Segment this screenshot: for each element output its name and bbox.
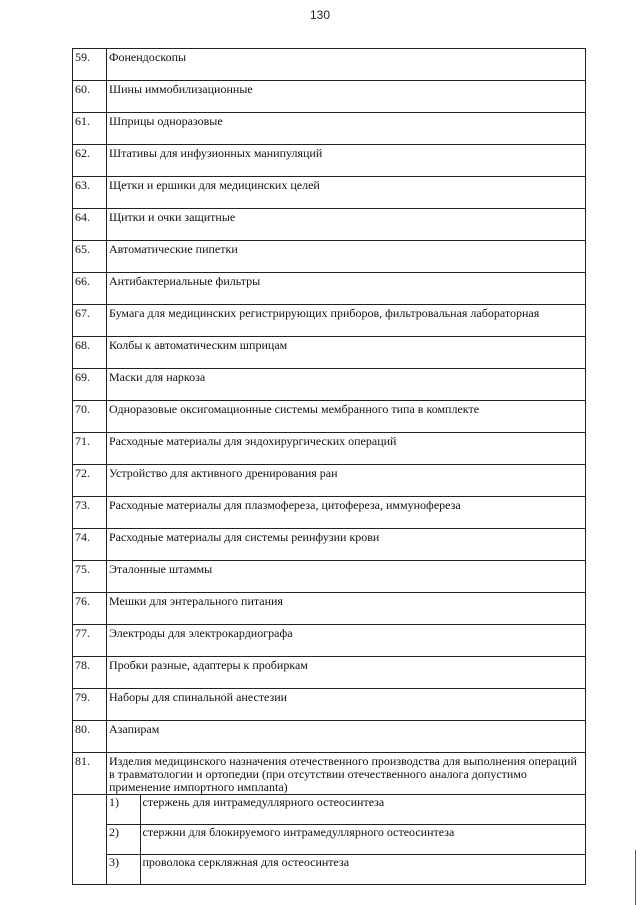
table-row: [73, 305, 586, 337]
row-number: 68.: [73, 337, 107, 369]
row-text: Расходные материалы для плазмофереза, цитофереза, иммунофереза: [107, 497, 586, 529]
row-text: Колбы к автоматическим шприцам: [107, 337, 586, 369]
row-text: Автоматические пипетки: [107, 241, 586, 273]
table-row: [73, 721, 586, 753]
table-row: [73, 49, 586, 81]
row-number: 81.: [73, 753, 107, 795]
table-row: [73, 401, 586, 433]
row-text: Устройство для активного дренирования ран: [107, 465, 586, 497]
row-text: Штативы для инфузионных манипуляций: [107, 145, 586, 177]
subitem-row: [107, 855, 585, 885]
row-number: 75.: [73, 561, 107, 593]
table-row: [73, 369, 586, 401]
row-number: 72.: [73, 465, 107, 497]
row-text: Шприцы одноразовые: [107, 113, 586, 145]
row-number: 67.: [73, 305, 107, 337]
row-text: Пробки разные, адаптеры к пробиркам: [107, 657, 586, 689]
table-row: [73, 593, 586, 625]
row-text: Шины иммобилизационные: [107, 81, 586, 113]
row-text: Фонендоскопы: [107, 49, 586, 81]
page-number: 130: [309, 8, 331, 22]
row-number: 71.: [73, 433, 107, 465]
table-row: [73, 337, 586, 369]
row-text: Изделия медицинского назначения отечественного производства для выполнения операций в травматологии и ортопедии (при отсутствии отечественного аналога допустимо применение импортного имплanta): [107, 753, 586, 795]
row-number: 59.: [73, 49, 107, 81]
table-row: [73, 497, 586, 529]
subitem-text: проволока серкляжная для остеосинтеза: [140, 855, 585, 885]
table-row: [73, 81, 586, 113]
table-row: [73, 273, 586, 305]
row-text: Бумага для медицинских регистрирующих приборов, фильтровальная лабораторная: [107, 305, 586, 337]
row-text: Щитки и очки защитные: [107, 209, 586, 241]
row-text: Расходные материалы для системы реинфузии крови: [107, 529, 586, 561]
row-number: 78.: [73, 657, 107, 689]
table-row: [73, 145, 586, 177]
table-row: [73, 657, 586, 689]
row-number: 77.: [73, 625, 107, 657]
subitem-number: 3): [107, 855, 140, 885]
table-body: [73, 49, 586, 885]
subitem-text: стержни для блокируемого интрамедуллярного остеосинтеза: [140, 825, 585, 855]
table-row: [73, 529, 586, 561]
subitem-number: 1): [107, 795, 140, 825]
row-number: 80.: [73, 721, 107, 753]
row-text: Электроды для электрокардиографа: [107, 625, 586, 657]
table-row: [73, 689, 586, 721]
row-number: 73.: [73, 497, 107, 529]
row-number: 74.: [73, 529, 107, 561]
row-text: Маски для наркоза: [107, 369, 586, 401]
row-text: Мешки для энтерального питания: [107, 593, 586, 625]
row-number: 61.: [73, 113, 107, 145]
table-row: [73, 209, 586, 241]
table-row: [73, 753, 586, 795]
table-row: [73, 625, 586, 657]
row-text: Эталонные штаммы: [107, 561, 586, 593]
table-row: [73, 241, 586, 273]
row-number: 62.: [73, 145, 107, 177]
items-table: [72, 48, 586, 885]
table-row: [73, 177, 586, 209]
row-number: 65.: [73, 241, 107, 273]
subitem-number: 2): [107, 825, 140, 855]
row-text: Щетки и ершики для медицинских целей: [107, 177, 586, 209]
scan-edge-mark: [635, 850, 636, 905]
subitem-row: [107, 825, 585, 855]
row-text: Антибактериальные фильтры: [107, 273, 586, 305]
subitem-text: стержень для интрамедуллярного остеосинтеза: [140, 795, 585, 825]
table-row: [73, 433, 586, 465]
row-number: 63.: [73, 177, 107, 209]
subitems-cell: [107, 795, 586, 885]
table-row: [73, 465, 586, 497]
row-text: Одноразовые оксигомационные системы мембранного типа в комплекте: [107, 401, 586, 433]
row-text: Наборы для спинальной анестезии: [107, 689, 586, 721]
row-number: 66.: [73, 273, 107, 305]
row-number: 70.: [73, 401, 107, 433]
row-text: Азапирам: [107, 721, 586, 753]
subitems-table: [107, 795, 585, 884]
subitems-row: [73, 795, 586, 885]
row-number: 69.: [73, 369, 107, 401]
subitems-spacer: [73, 795, 107, 885]
subitem-row: [107, 795, 585, 825]
row-number: 79.: [73, 689, 107, 721]
row-number: 64.: [73, 209, 107, 241]
row-text: Расходные материалы для эндохирургических операций: [107, 433, 586, 465]
table-row: [73, 113, 586, 145]
row-number: 60.: [73, 81, 107, 113]
table-row: [73, 561, 586, 593]
row-number: 76.: [73, 593, 107, 625]
